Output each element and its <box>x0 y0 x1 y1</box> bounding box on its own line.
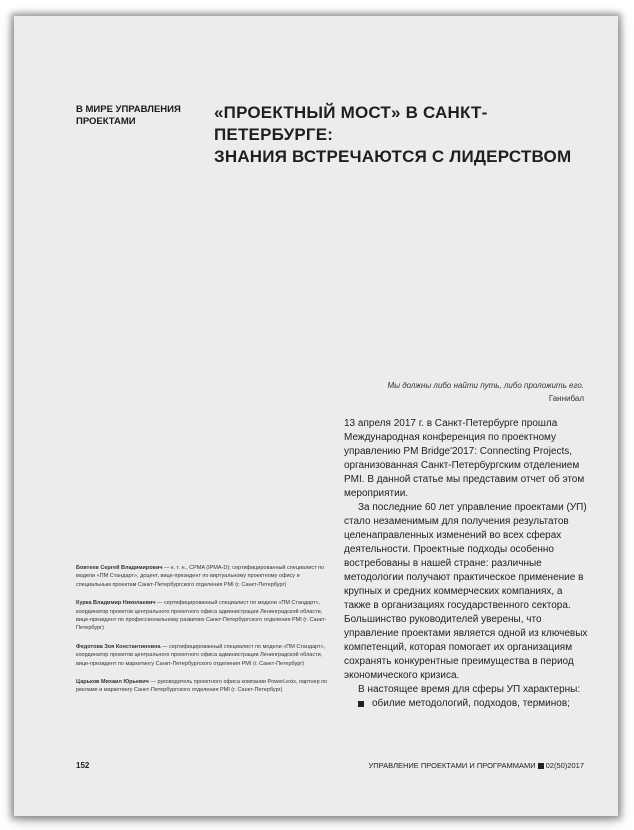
list-item <box>344 697 590 711</box>
author-name: Бовтеев Сергей Владимирович <box>76 565 163 571</box>
title-line-1: «ПРОЕКТНЫЙ МОСТ» В САНКТ-ПЕТЕРБУРГЕ: <box>214 103 488 144</box>
author-name: Курка Владимир Николаевич <box>76 600 156 607</box>
journal-footer <box>369 761 585 770</box>
author-description: — сертифицированный специалист по модели «ПМ Стандарт», координатор проектов центрального проектного офиса администрации Ленинградской области, вице-президент по маркетингу Санкт-Петербургского отделения PMI (г. Санкт-Петербург) <box>76 643 326 667</box>
author-description: — сертифицированный специалист по модели «ПМ Стандарт», координатор проектов центрального проектного офиса администрации Ленинградской области, вице-президент по профессиональному развитию Санкт-Петербургского отделения PMI (г. Санкт-Петербург) <box>76 600 327 632</box>
list-item-text: обилие методологий, подходов, терминов; <box>372 698 570 709</box>
section-label: В МИРЕ УПРАВЛЕНИЯ ПРОЕКТАМИ <box>76 104 181 127</box>
paragraph-features: В настоящее время для сферы УП характерны: <box>358 684 581 695</box>
journal-name: УПРАВЛЕНИЕ ПРОЕКТАМИ И ПРОГРАММАМИ <box>368 761 536 770</box>
author-description: — руководитель проектного офиса компании PowerLexis, партнер по рекламе и маркетингу Санкт-Петербургского отделения PMI (г. Санкт-Петербург) <box>76 679 328 694</box>
paragraph-history: За последние 60 лет управление проектами (УП) стало незаменимым для получения результатов целенаправленных изменений во всех сферах деятельности. Проектные подходы особенно востребованы в нашей стране: различные методологии получают практическое применение в крупных и средних коммерческих компаниях, а также в организациях государственного сектора. Большинство руководителей уверены, что управление проектами является одной из ключевых компетенций, которая помогает их организациям сохранять конкурентные преимущества в период экономического кризиса. <box>344 502 588 681</box>
article-body <box>344 417 590 711</box>
article-title <box>214 102 594 168</box>
epigraph-author: Ганнибал <box>548 394 584 403</box>
author-item <box>76 643 334 668</box>
journal-issue: 02(50)2017 <box>545 761 584 770</box>
author-name: Федотова Зоя Константиновна <box>76 643 161 650</box>
journal-page <box>14 16 618 816</box>
author-item <box>76 564 334 589</box>
author-item <box>76 678 334 695</box>
epigraph <box>387 379 584 405</box>
page-number: 152 <box>76 761 90 770</box>
square-separator-icon <box>538 763 544 769</box>
epigraph-quote: Мы должны либо найти путь, либо проложить его. <box>387 381 584 390</box>
author-description: — к. т. н., CPMA (IPMA-D); сертифицированный специалист по модели «ПМ Стандарт», доцент, вице-президент по виртуальному проектному офису и специальным проектам Санкт-Петербургского отделения PMI (г. Санкт-Петербург) <box>76 565 325 588</box>
title-line-2: ЗНАНИЯ ВСТРЕЧАЮТСЯ С ЛИДЕРСТВОМ <box>214 147 572 166</box>
author-list <box>76 564 334 705</box>
paragraph-intro: 13 апреля 2017 г. в Санкт-Петербурге прошла Международная конференция по проектному управлению PM Bridge'2017: Connecting Projects, организованная Санкт-Петербургским отделением PMI. В данной статье мы представим отчет об этом мероприятии. <box>344 418 585 499</box>
square-bullet-icon <box>358 701 364 707</box>
author-name: Царьков Михаил Юрьевич <box>76 679 149 686</box>
author-item <box>76 599 334 633</box>
